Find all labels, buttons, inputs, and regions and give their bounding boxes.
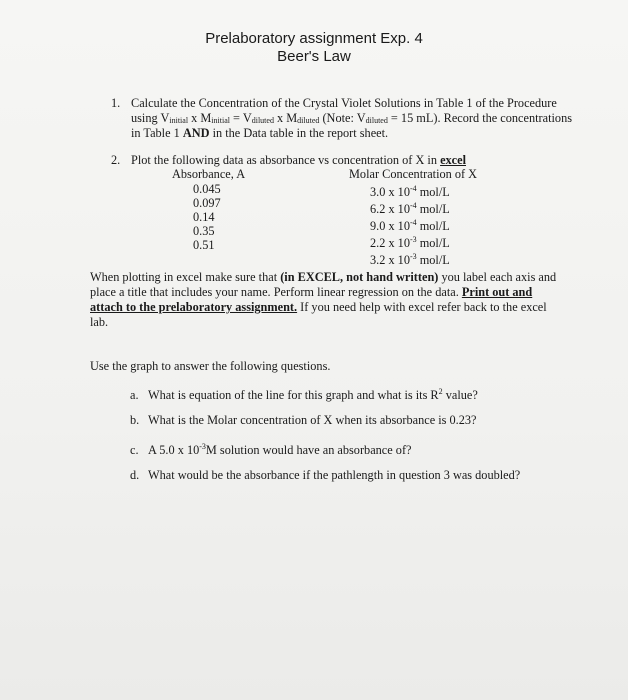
question-a: a. What is equation of the line for this graph and what is its $R^2$ value?	[130, 387, 478, 402]
table-cell: 9.0 x $10^{-4}$ mol/L	[370, 218, 450, 233]
page-title: Prelaboratory assignment Exp. 4	[205, 30, 423, 47]
item-1-line-2: using Vinitial x Minitial = Vdiluted x Mdiluted (Note: Vdiluted = 15 mL). Record the concentrations	[131, 111, 573, 125]
question-c: c. A 5.0 x $10^{-3}M$ solution would have an absorbance of?	[130, 442, 412, 457]
table-cell: 0.097	[193, 196, 221, 210]
item-2-number: 2.	[111, 153, 121, 167]
table-cell: 3.2 x $10^{-3}$ mol/L	[370, 252, 450, 267]
table-absorbance-column	[193, 182, 221, 252]
question-d: d. What would be the absorbance if the pathlength in question 3 was doubled?	[130, 468, 521, 482]
table-cell: 3.0 x $10^{-4}$ mol/L	[370, 184, 450, 199]
instructions-line-1: When plotting in excel make sure that (in EXCEL, not hand written) you label each axis and	[90, 270, 557, 284]
question-b: b. What is the Molar concentration of X when its absorbance is 0.23?	[130, 413, 477, 427]
item-1-line-3: in Table 1 AND in the Data table in the report sheet.	[131, 126, 389, 140]
instructions-line-2: place a title that includes your name. Perform linear regression on the data. Print out and	[90, 285, 533, 299]
table-cell: 0.045	[193, 182, 221, 196]
item-2-text: Plot the following data as absorbance vs concentration of X in excel	[131, 153, 467, 167]
page-subtitle: Beer's Law	[277, 48, 351, 65]
item-1-line-1: Calculate the Concentration of the Crystal Violet Solutions in Table 1 of the Procedure	[131, 96, 557, 110]
questions-intro: Use the graph to answer the following questions.	[90, 359, 331, 373]
item-1-number: 1.	[111, 96, 121, 110]
table-cell: 0.51	[193, 238, 215, 252]
column-header-absorbance: Absorbance, A	[172, 167, 246, 181]
instructions-line-4: lab.	[90, 315, 109, 329]
table-cell: 6.2 x $10^{-4}$ mol/L	[370, 201, 450, 216]
table-cell: 2.2 x $10^{-3}$ mol/L	[370, 235, 450, 250]
table-concentration-column	[370, 182, 450, 267]
instructions-line-3: attach to the prelaboratory assignment. If you need help with excel refer back to the excel	[90, 300, 547, 314]
table-cell: 0.14	[193, 210, 215, 224]
table-cell: 0.35	[193, 224, 215, 238]
column-header-concentration: Molar Concentration of X	[349, 167, 478, 181]
